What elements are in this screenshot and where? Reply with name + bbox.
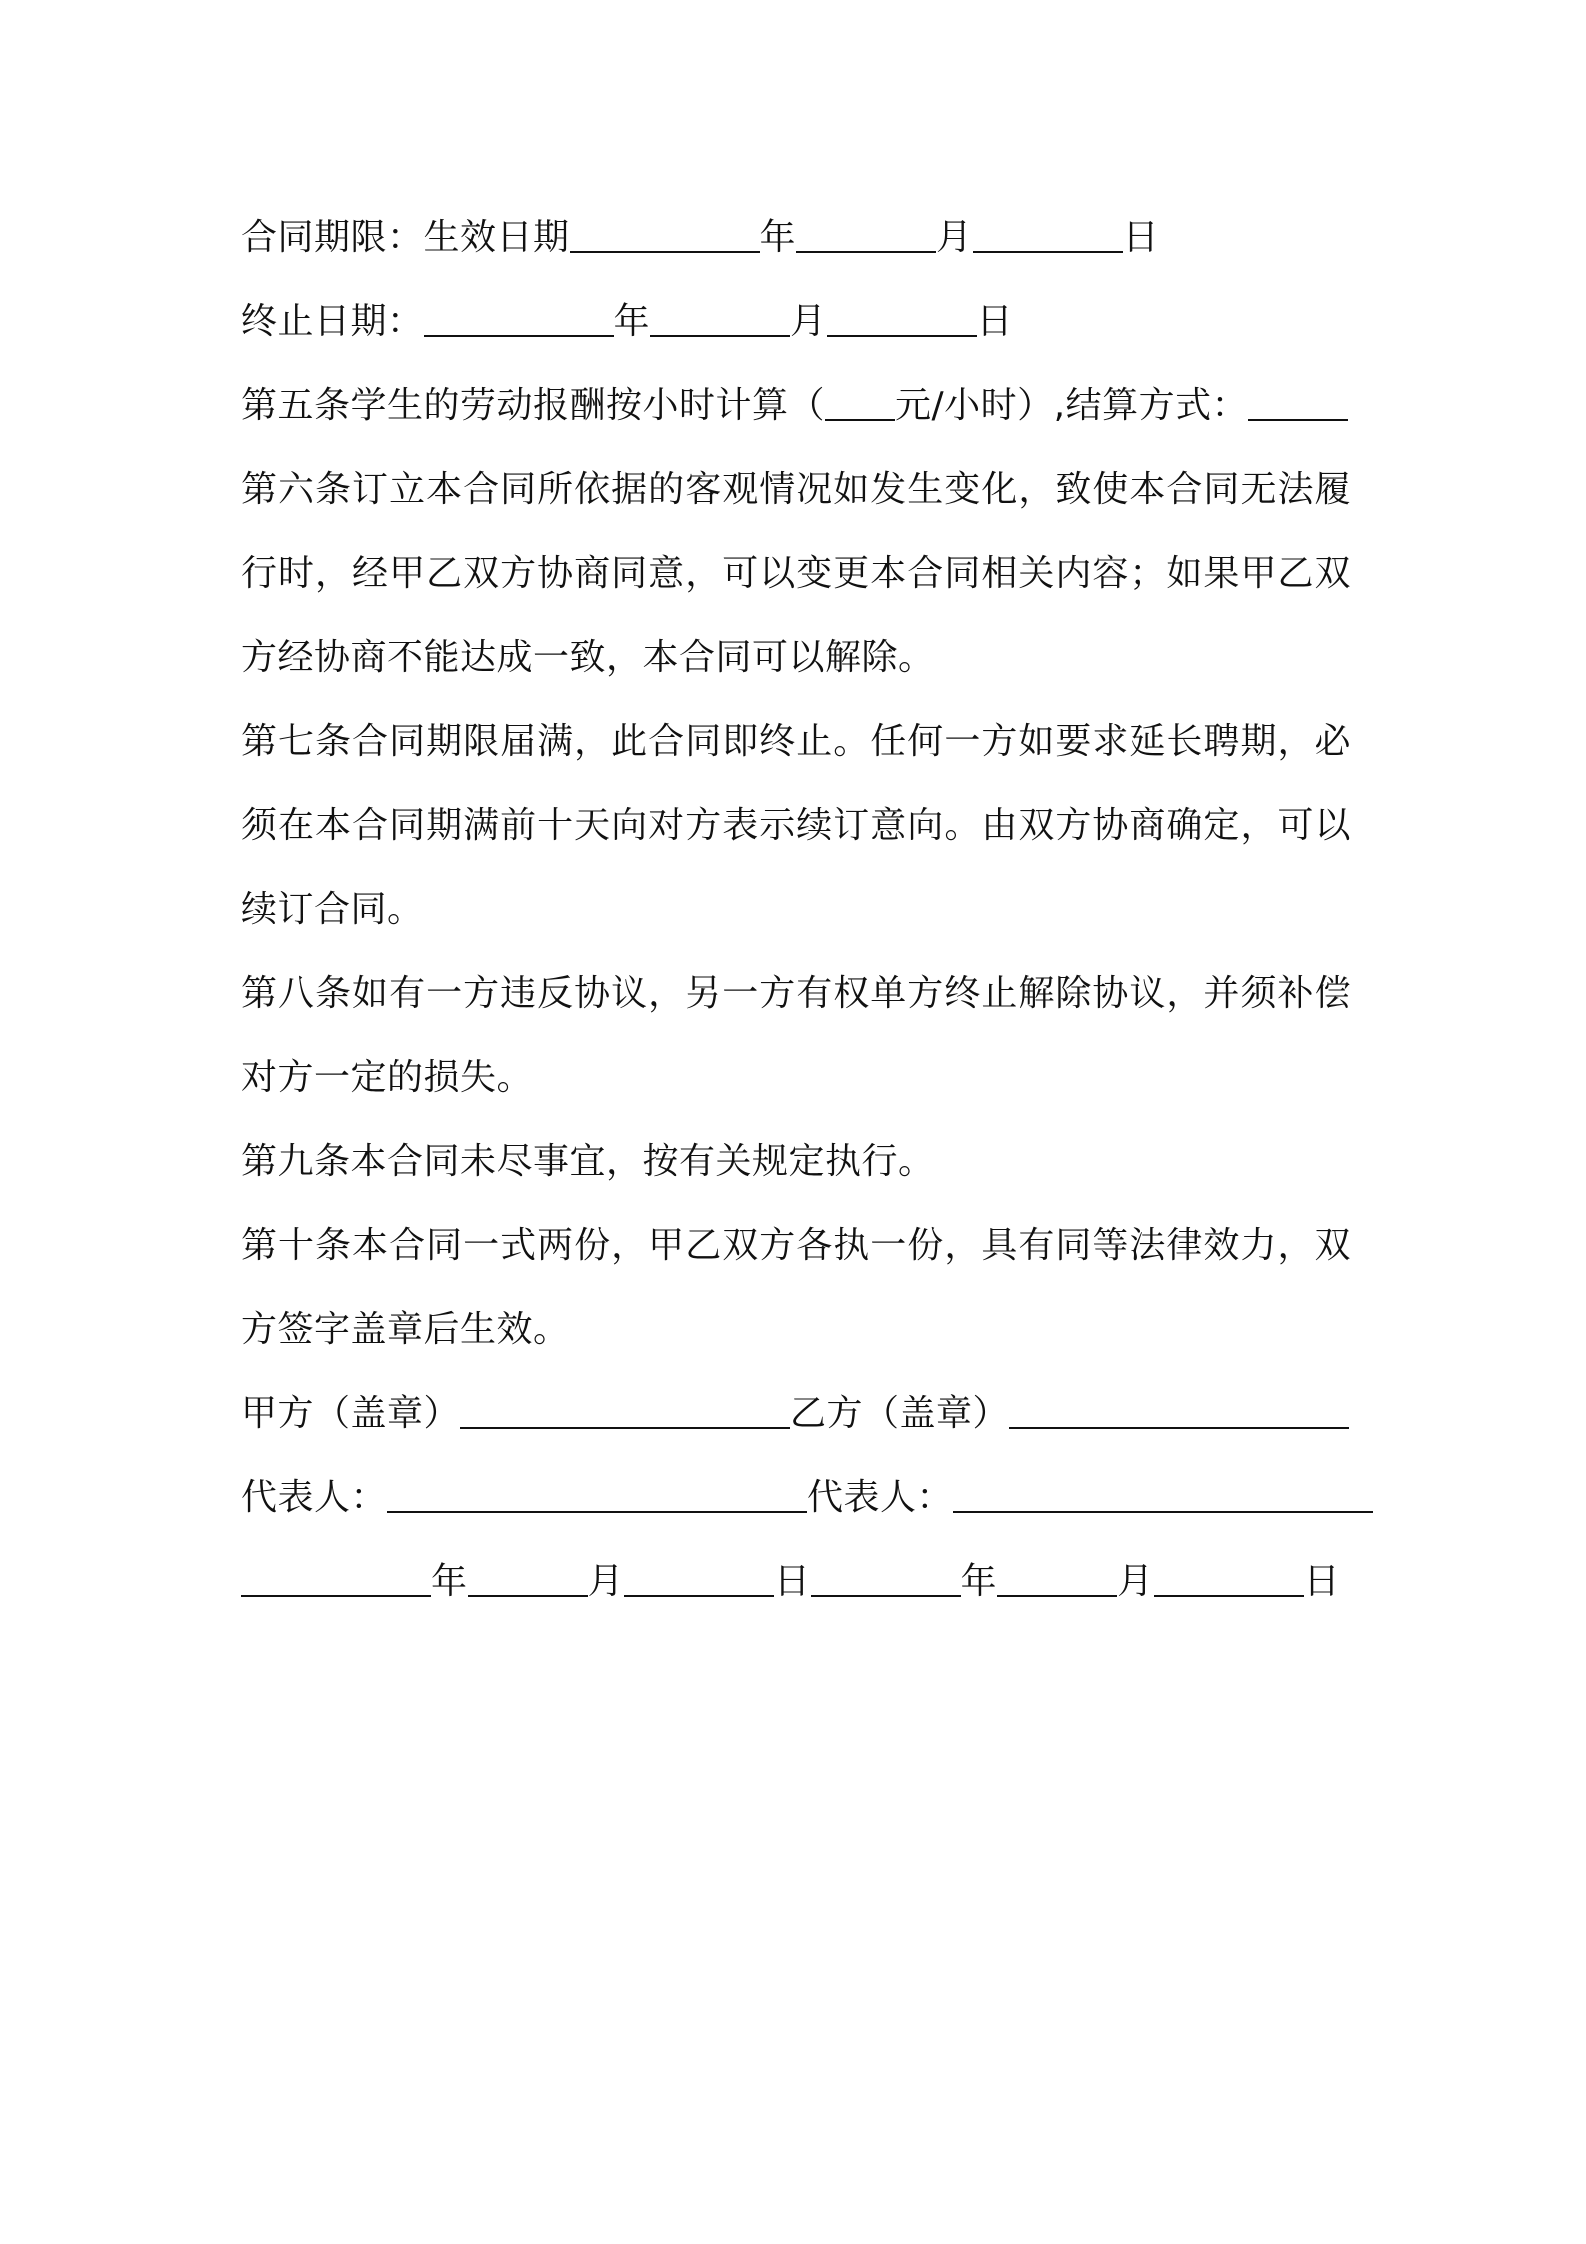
term-line [241,196,1351,280]
article-10-line-2: 方签字盖章后生效。 [241,1309,570,1350]
year-label: 年 [431,1561,468,1602]
article-8-line-1: 第八条如有一方违反协议，另一方有权单方终止解除协议，并须补偿 [241,973,1351,1014]
article-5-text-b: 元/小时）,结算方式： [895,385,1249,426]
party-b-seal-blank[interactable] [1009,1397,1349,1429]
signature-date-line [241,1540,1351,1624]
article-7-line-1: 第七条合同期限届满，此合同即终止。任何一方如要求延长聘期，必 [241,721,1351,762]
party-b-year-blank[interactable] [811,1565,961,1597]
party-a-seal-label: 甲方（盖章） [241,1393,461,1434]
party-a-rep-label: 代表人： [241,1477,388,1518]
party-b-rep-label: 代表人： [807,1477,954,1518]
article-7-line-2: 须在本合同期满前十天向对方表示续订意向。由双方协商确定，可以 [241,805,1351,846]
party-a-rep-blank[interactable] [387,1481,807,1513]
article-6-line-1: 第六条订立本合同所依据的客观情况如发生变化，致使本合同无法履 [241,469,1351,510]
month-label: 月 [936,217,973,258]
contract-body [241,196,1351,1624]
end-day-blank[interactable] [827,305,977,337]
article-10-line-1: 第十条本合同一式两份，甲乙双方各执一份，具有同等法律效力，双 [241,1225,1351,1266]
article-9-line-1: 第九条本合同未尽事宜，按有关规定执行。 [241,1141,935,1182]
party-a-month-blank[interactable] [468,1565,588,1597]
year-label: 年 [759,217,797,258]
month-label: 月 [587,1561,625,1602]
article-8-line-2: 对方一定的损失。 [241,1057,534,1098]
seal-line [241,1372,1351,1456]
party-a-year-blank[interactable] [241,1565,431,1597]
hourly-rate-blank[interactable] [825,389,895,421]
end-year-blank[interactable] [424,305,614,337]
day-label: 日 [774,1561,811,1602]
article-6-line-3: 方经协商不能达成一致，本合同可以解除。 [241,637,935,678]
article-6-line-2: 行时，经甲乙双方协商同意，可以变更本合同相关内容；如果甲乙双 [241,553,1351,594]
month-label: 月 [1117,1561,1154,1602]
effective-day-blank[interactable] [973,221,1123,253]
party-b-rep-blank[interactable] [953,1481,1373,1513]
end-month-blank[interactable] [650,305,790,337]
effective-month-blank[interactable] [796,221,936,253]
settlement-method-blank[interactable] [1248,389,1348,421]
end-date-line [241,280,1351,364]
year-label: 年 [960,1561,998,1602]
year-label: 年 [613,301,651,342]
article-5-text-a: 第五条学生的劳动报酬按小时计算（ [241,385,826,426]
representative-line [241,1456,1351,1540]
party-b-day-blank[interactable] [1154,1565,1304,1597]
party-a-day-blank[interactable] [624,1565,774,1597]
day-label: 日 [1122,217,1160,258]
end-date-label: 终止日期： [241,301,424,342]
month-label: 月 [790,301,827,342]
day-label: 日 [1303,1561,1341,1602]
term-label: 合同期限： [241,217,424,258]
effective-date-label: 生效日期 [423,217,570,258]
party-b-month-blank[interactable] [997,1565,1117,1597]
day-label: 日 [976,301,1014,342]
party-b-seal-label: 乙方（盖章） [790,1393,1010,1434]
article-5 [241,364,1351,448]
effective-year-blank[interactable] [570,221,760,253]
article-7-line-3: 续订合同。 [241,889,424,930]
party-a-seal-blank[interactable] [460,1397,790,1429]
